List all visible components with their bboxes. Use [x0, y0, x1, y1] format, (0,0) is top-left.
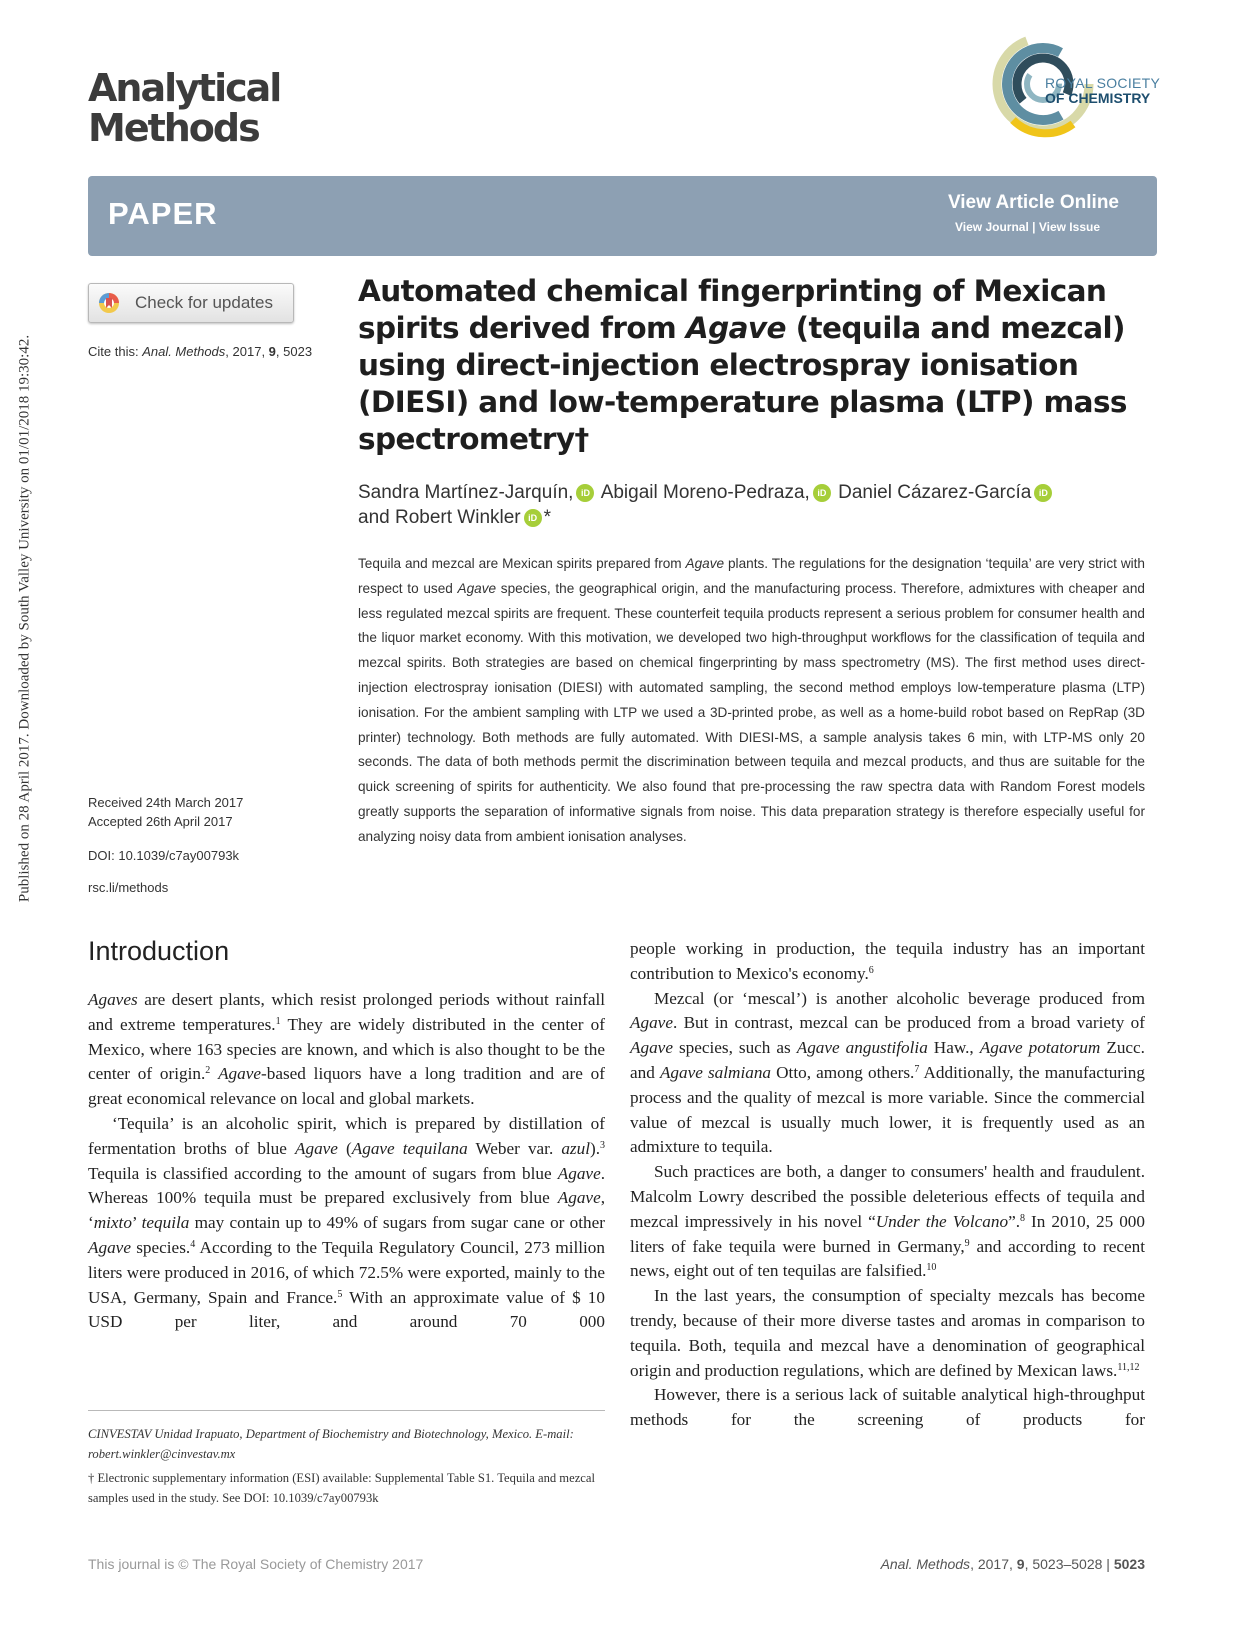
banner-link-separator: |: [1028, 220, 1039, 234]
intro-paragraph-1: Agaves are desert plants, which resist prolonged periods without rainfall and extreme temperatures.$^1$ They are widely distributed in the center of Mexico, where 163 species are known, and which is also thought to be the center of origin.$^2$ Agave-based liquors have a long tradition and are of great economical relevance on local and global markets.: [88, 990, 605, 1109]
abstract-text: Tequila and mezcal are Mexican spirits prepared from: [358, 556, 686, 571]
publication-sidebar-note: Published on 28 April 2017. Downloaded by South Valley University on 01/01/2018 19:30:42.: [16, 334, 33, 903]
affiliation-footnote: CINVESTAV Unidad Irapuato, Department of Biochemistry and Biotechnology, Mexico. E-mail: robert.winkler@cinvestav.mx: [88, 1427, 574, 1461]
title-part1: Automated chemical fingerprinting of Mexican spirits derived from: [358, 274, 1107, 345]
intro-paragraph-5: In the last years, the consumption of specialty mezcals has become trendy, because of their more diverse tastes and aromas in comparison to tequila. Both, tequila and mezcal have a denomination of geographical origin and production regulations, which are defined by Mexican laws.$^{11,12}$: [630, 1286, 1145, 1380]
check-for-updates-label: Check for updates: [135, 293, 273, 312]
article-title: [358, 273, 1158, 458]
view-journal-link[interactable]: View Journal: [955, 220, 1029, 234]
abstract: [358, 552, 1145, 850]
author-name[interactable]: Daniel Cázarez-García: [838, 482, 1032, 503]
orcid-icon[interactable]: iD: [813, 484, 831, 502]
view-article-online-link[interactable]: View Article Online: [947, 192, 1119, 213]
publisher-name: [1045, 76, 1160, 106]
footer-year: , 2017,: [970, 1556, 1017, 1572]
banner-links: [955, 220, 1100, 234]
cite-page: , 5023: [275, 344, 313, 359]
cite-volume: 9: [268, 344, 276, 359]
footer-volume: 9: [1016, 1556, 1025, 1572]
footnote-divider: [88, 1410, 605, 1411]
citation: [88, 344, 312, 359]
check-updates-icon: [98, 292, 120, 314]
abstract-italic: Agave: [685, 556, 725, 571]
cite-journal: Anal. Methods: [142, 344, 226, 359]
journal-title: [88, 68, 280, 148]
publisher-line1: ROYAL SOCIETY: [1045, 75, 1161, 91]
intro-paragraph-2-cont: people working in production, the tequila industry has an important contribution to Mexico's economy.$^6$: [630, 939, 1145, 983]
abstract-text: species, the geographical origin, and the manufacturing process. Therefore, admixtures with cheaper and less regulated mezcal spirits are frequent. These counterfeit tequila products represent a serious problem for consumer health and the liquor market economy. With this motivation, we developed two high-throughput workflows for the classification of tequila and mezcal spirits. Both strategies are based on chemical fingerprinting by mass spectrometry (MS). The first method uses direct-injection electrospray ionisation (DIESI) with automated sampling, the second method employs low-temperature plasma (LTP) ionisation. For the ambient sampling with LTP we used a 3D-printed probe, as well as a home-build robot based on RepRap (3D printer) technology. Both methods are fully automated. With DIESI-MS, a sample analysis takes 6 min, with LTP-MS only 20 seconds. The data of both methods permit the discrimination between tequila and mezcal products, and thus are suitable for the quick screening of spirits for authenticity. We also found that pre-processing the raw spectra data with Random Forest models greatly supports the separation of informative signals from noise. This data preparation strategy is therefore especially useful for analyzing noisy data from ambient ionisation analyses.: [358, 580, 1145, 844]
orcid-icon[interactable]: iD: [576, 484, 594, 502]
title-italic: Agave: [685, 311, 786, 345]
intro-paragraph-3: Mezcal (or ‘mescal’) is another alcoholic beverage produced from Agave. But in contrast, mezcal can be produced from a broad variety of Agave species, such as Agave angustifolia Haw., Agave potatorum Zucc. and Agave salmiana Otto, among others.$^7$ Additionally, the manufacturing process and the quality of mezcal is more variable. Since the commercial value of mezcal is usually much lower, it is frequently used as an admixture to tequila.: [630, 988, 1145, 1157]
footer-pages: , 5023–5028: [1024, 1556, 1103, 1572]
page-footer: [881, 1556, 1145, 1572]
intro-paragraph-6: However, there is a serious lack of suitable analytical high-throughput methods for the screening of products for: [630, 1385, 1145, 1430]
author-list: [358, 480, 1158, 530]
cite-label: Cite this:: [88, 344, 143, 359]
copyright-footer: This journal is © The Royal Society of Chemistry 2017: [88, 1556, 424, 1572]
title-part2: (tequila and mezcal) using direct-injection electrospray ionisation (DIESI) and low-temperature plasma (LTP) mass spectrometry†: [358, 311, 1127, 456]
abstract-italic: Agave: [457, 580, 497, 596]
intro-paragraph-4: Such practices are both, a danger to consumers' health and fraudulent. Malcolm Lowry described the possible deleterious effects of tequila and mezcal impressively in his novel “Under the Volcano”.$^8$ In 2010, 25 000 liters of fake tequila were burned in Germany,$^9$ and according to recent news, eight out of ten tequilas are falsified.$^{10}$: [630, 1162, 1145, 1281]
doi: DOI: 10.1039/c7ay00793k: [88, 848, 240, 863]
view-issue-link[interactable]: View Issue: [1038, 220, 1100, 234]
orcid-icon[interactable]: iD: [1034, 484, 1052, 502]
journal-title-line2: Methods: [88, 106, 259, 150]
body-column-left: [88, 988, 605, 1335]
abstract-text: plants. The regulations for the designation ‘tequila’ are very strict with respect to used: [358, 556, 1145, 596]
esi-footnote: † Electronic supplementary information (ESI) available: Supplemental Table S1. Tequila and mezcal samples used in the study. See DOI: 10.1039/c7ay00793k: [88, 1471, 595, 1505]
author-name[interactable]: Sandra Martínez-Jarquín,: [358, 482, 574, 503]
received-date: Received 24th March 2017: [88, 795, 244, 810]
publisher-line2: OF CHEMISTRY: [1045, 90, 1151, 106]
body-column-right: [630, 937, 1145, 1433]
article-type: PAPER: [108, 196, 218, 231]
page-number: 5023: [1113, 1556, 1145, 1572]
journal-link[interactable]: rsc.li/methods: [88, 880, 169, 895]
check-for-updates-button[interactable]: [88, 283, 294, 323]
corresponding-author-mark: *: [543, 507, 552, 528]
journal-title-line1: Analytical: [88, 66, 281, 110]
accepted-date: Accepted 26th April 2017: [88, 814, 233, 829]
section-heading: Introduction: [88, 936, 230, 966]
intro-paragraph-2: ‘Tequila’ is an alcoholic spirit, which is prepared by distillation of fermentation broths of blue Agave (Agave tequilana Weber var. azul).$^3$ Tequila is classified according to the amount of sugars from blue Agave. Whereas 100% tequila must be prepared exclusively from blue Agave, ‘mixto’ tequila may contain up to 49% of sugars from sugar cane or other Agave species.$^4$ According to the Tequila Regulatory Council, 273 million liters were produced in 2016, of which 72.5% were exported, mainly to the USA, Germany, Spain and France.$^5$ With an approximate value of $ 10 USD per liter, and around 70 000: [88, 1113, 605, 1332]
footer-journal: Anal. Methods: [880, 1556, 971, 1572]
author-name[interactable]: and Robert Winkler: [358, 507, 521, 528]
article-type-banner: [88, 176, 1157, 256]
footer-separator: |: [1102, 1556, 1114, 1572]
orcid-icon[interactable]: iD: [524, 509, 542, 527]
author-name[interactable]: Abigail Moreno-Pedraza,: [600, 482, 810, 503]
cite-year: , 2017,: [225, 344, 269, 359]
